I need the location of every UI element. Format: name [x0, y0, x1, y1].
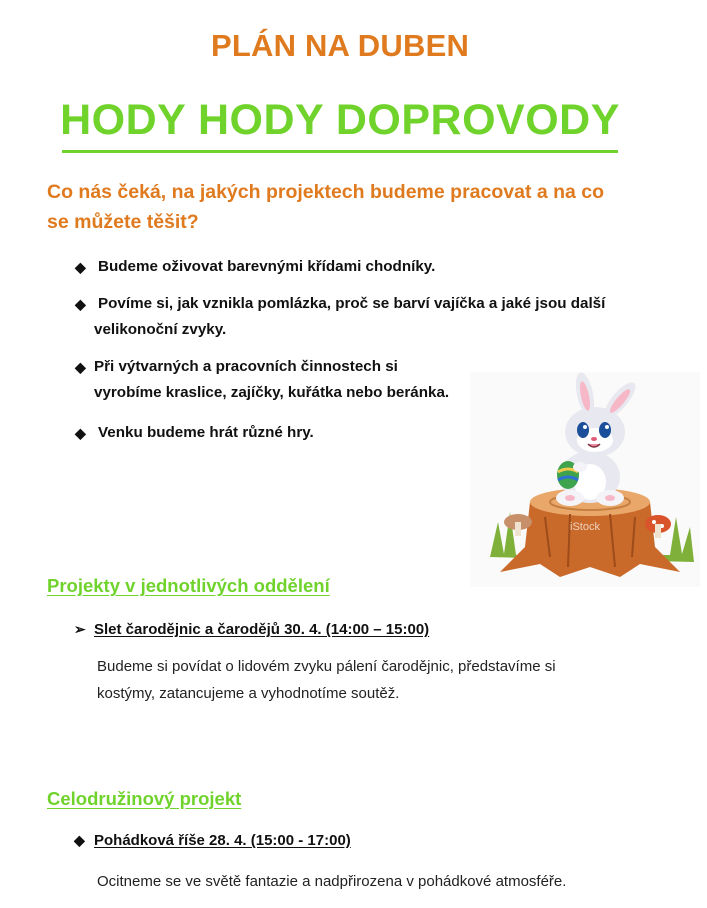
bullet-item — [75, 354, 449, 406]
diamond-bullet-icon: ◆ — [74, 832, 85, 848]
departments-heading: Projekty v jednotlivých oddělení — [47, 575, 330, 596]
bullet-text-continued: vyrobíme kraslice, zajíčky, kuřátka nebo beránka. — [94, 384, 450, 401]
bullet-text-continued: velikonoční zvyky. — [94, 321, 227, 338]
club-project-heading: Celodružinový projekt — [47, 788, 242, 809]
bullet-text: Venku budeme hrát různé hry. — [98, 424, 314, 441]
bullet-item — [75, 254, 435, 280]
watermark-text: iStock — [570, 521, 600, 533]
event-item — [74, 621, 429, 638]
title-underline — [62, 150, 618, 153]
diamond-bullet-icon: ◆ — [75, 359, 86, 375]
main-title: HODY HODY DOPROVODY — [60, 96, 620, 144]
diamond-bullet-icon: ◆ — [75, 259, 86, 275]
event-item — [74, 832, 351, 849]
intro-heading-line-1: Co nás čeká, na jakých projektech budeme pracovat a na co — [47, 181, 605, 203]
plan-title: PLÁN NA DUBEN — [210, 28, 470, 63]
intro-heading-line-2: se můžete těšit? — [47, 211, 199, 233]
intro-heading — [47, 177, 647, 237]
bullet-text: Povíme si, jak vznikla pomlázka, proč se barví vajíčka a jaké jsou další — [98, 295, 606, 312]
event-title: Pohádková říše 28. 4. (15:00 - 17:00) — [94, 832, 351, 849]
event-title: Slet čarodějnic a čarodějů 30. 4. (14:00 – 15:00) — [94, 621, 430, 638]
bullet-text: Při výtvarných a pracovních činnostech si — [94, 358, 398, 375]
diamond-bullet-icon: ◆ — [75, 296, 86, 312]
event-description-line-1: Budeme si povídat o lidovém zvyku pálení čarodějnic, představíme si — [97, 658, 556, 675]
event-description — [97, 653, 657, 707]
event-description-line-2: kostýmy, zatancujeme a vyhodnotíme soutěž. — [97, 685, 400, 702]
event-description: Ocitneme se ve světě fantazie a nadpřirozena v pohádkové atmosféře. — [97, 873, 567, 890]
easter-bunny-illustration — [470, 372, 700, 587]
bullet-text: Budeme oživovat barevnými křídami chodníky. — [98, 258, 436, 275]
arrowhead-bullet-icon: ➢ — [74, 621, 86, 637]
diamond-bullet-icon: ◆ — [75, 425, 86, 441]
bullet-item — [75, 420, 314, 446]
bullet-item — [75, 291, 605, 343]
